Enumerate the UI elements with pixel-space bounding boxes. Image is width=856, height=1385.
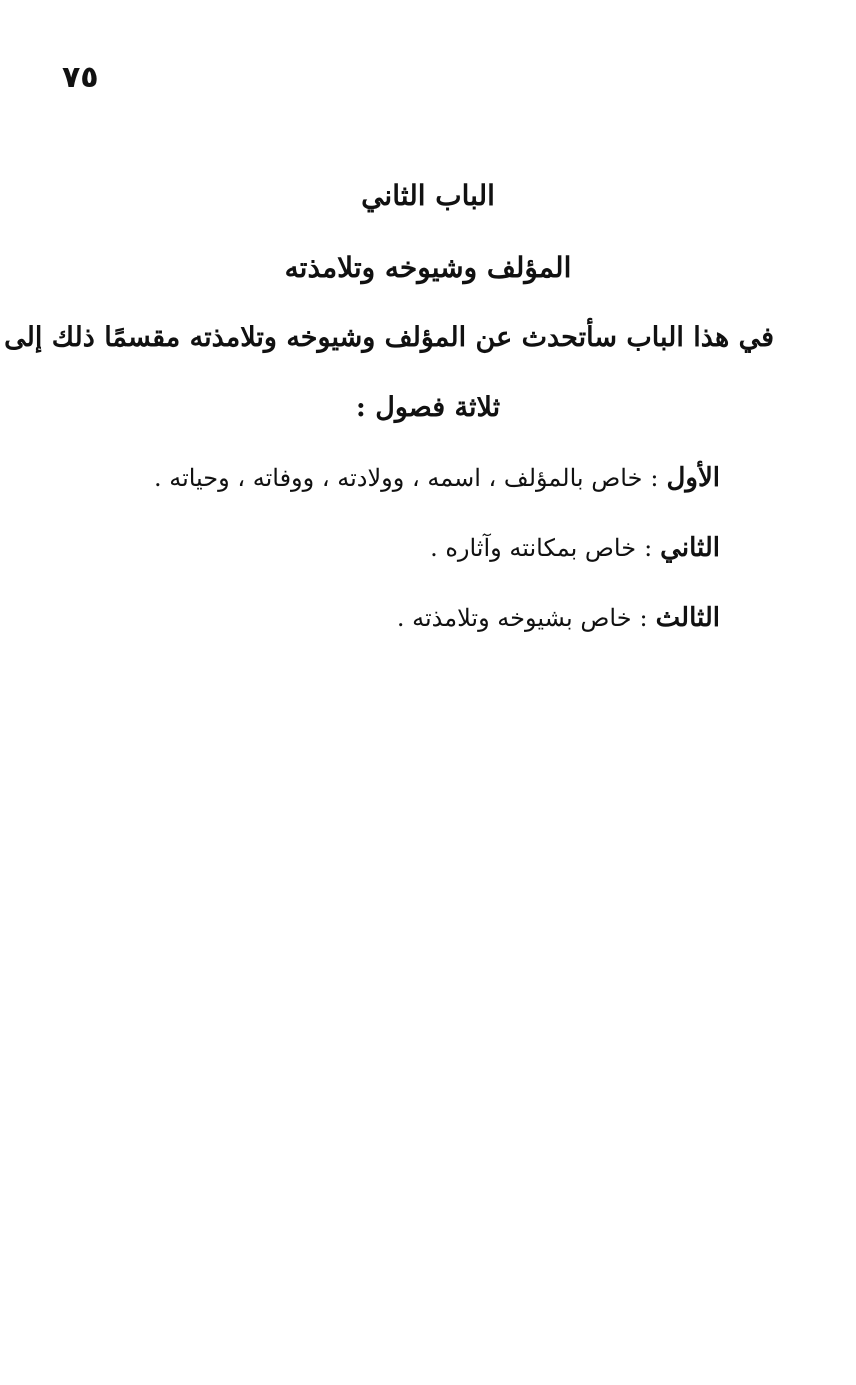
section-label: الثاني — [660, 533, 720, 563]
intro-paragraph-line-2: ثلاثة فصول : — [355, 392, 501, 423]
chapter-subtitle: المؤلف وشيوخه وتلامذته — [284, 251, 572, 284]
section-item-third — [397, 598, 720, 638]
section-description: خاص بشيوخه وتلامذته . — [396, 604, 632, 632]
section-item-second — [430, 528, 720, 568]
section-separator: : — [639, 604, 648, 632]
section-separator: : — [644, 534, 653, 562]
section-description: خاص بالمؤلف ، اسمه ، وولادته ، ووفاته ، وحياته . — [153, 464, 643, 492]
chapter-title: الباب الثاني — [361, 179, 495, 212]
page-number: ٧٥ — [62, 60, 99, 95]
section-label: الثالث — [655, 603, 720, 633]
section-separator: : — [650, 464, 659, 492]
section-description: خاص بمكانته وآثاره . — [430, 534, 637, 562]
section-item-first — [154, 458, 720, 498]
section-label: الأول — [666, 463, 720, 493]
intro-paragraph-line-1: في هذا الباب سأتحدث عن المؤلف وشيوخه وتلامذته مقسمًا ذلك إلى — [4, 322, 774, 353]
